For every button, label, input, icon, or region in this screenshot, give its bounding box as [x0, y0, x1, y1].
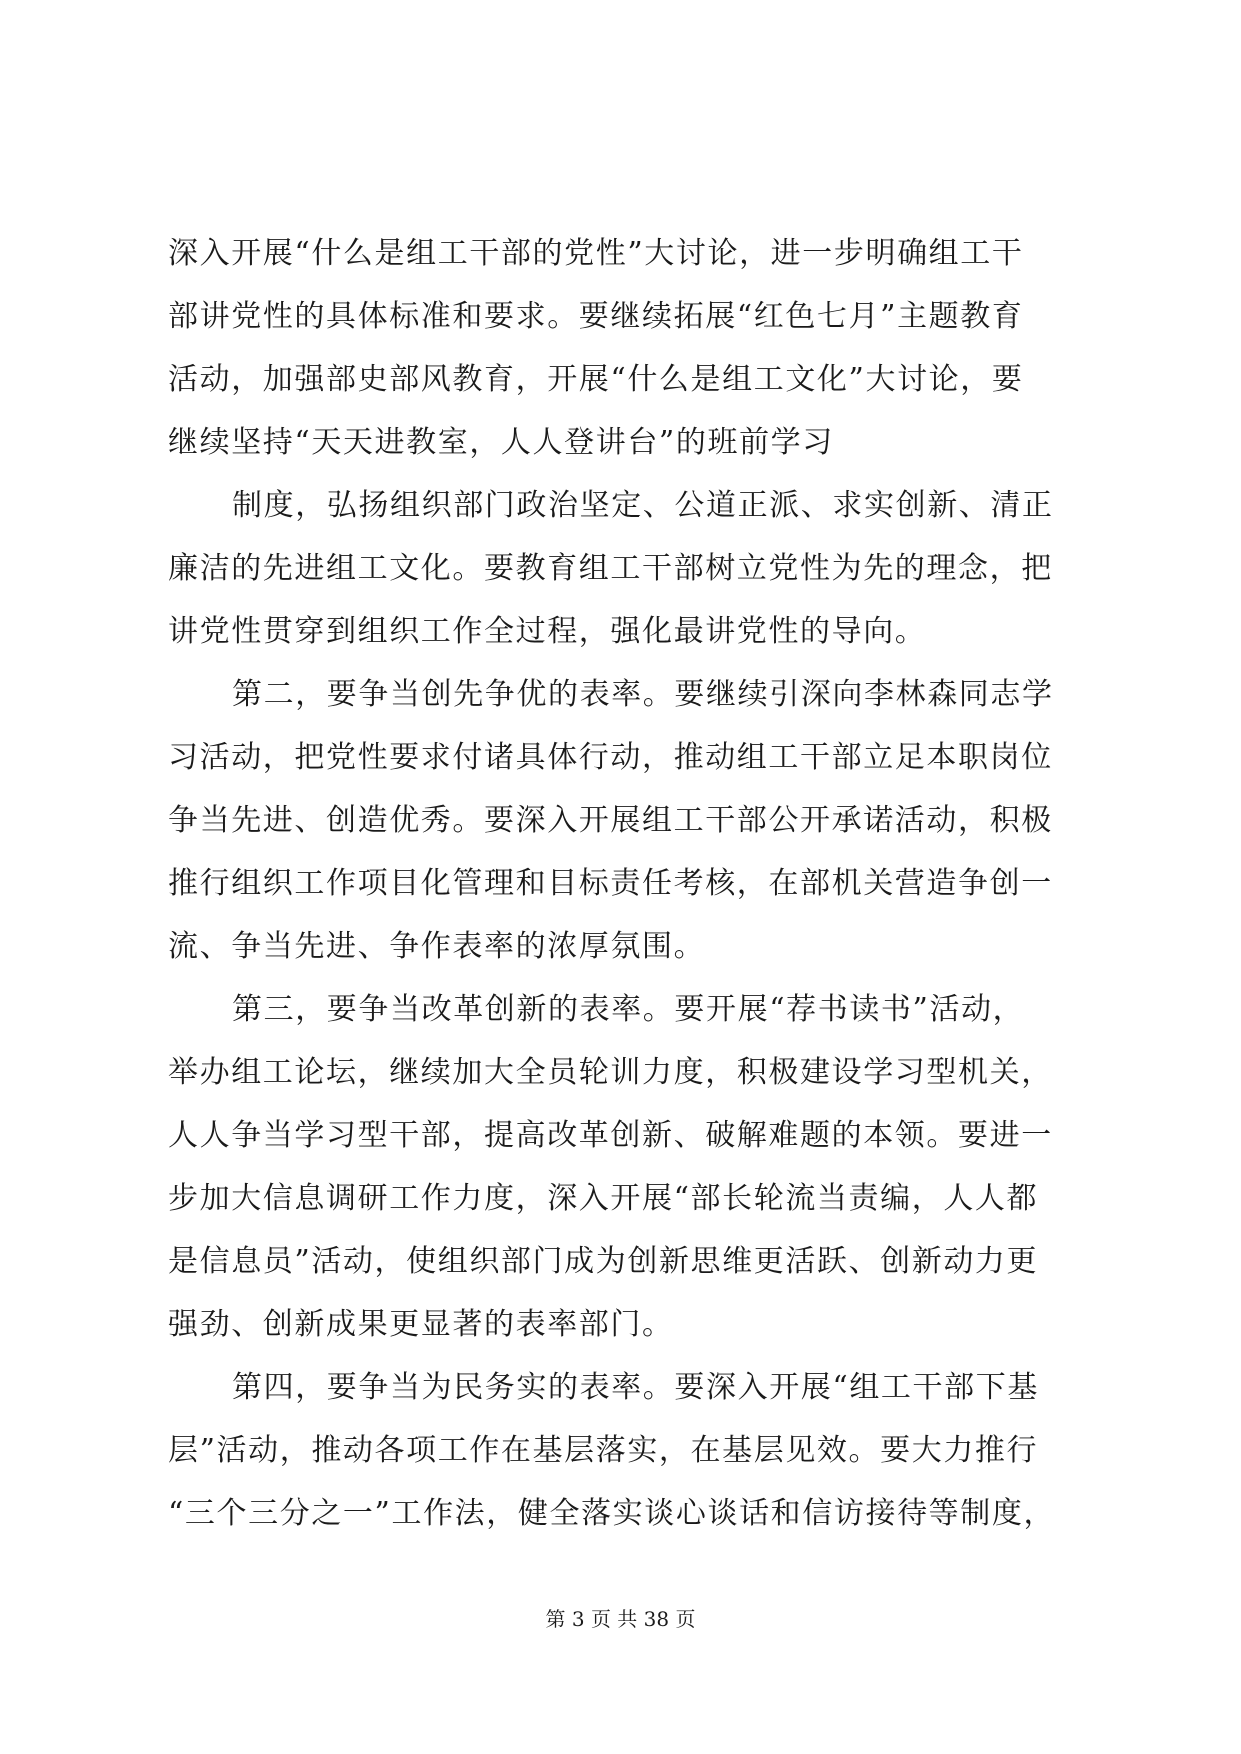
text-line-6: 廉洁的先进组工文化。要教育组工干部树立党性为先的理念，把	[168, 551, 1053, 586]
text-line-10: 争当先进、创造优秀。要深入开展组工干部公开承诺活动，积极	[168, 803, 1053, 838]
text-line-20: 层”活动，推动各项工作在基层落实，在基层见效。要大力推行	[168, 1433, 1039, 1468]
text-line-5: 制度，弘扬组织部门政治坚定、公道正派、求实创新、清正	[232, 488, 1054, 523]
text-line-12: 流、争当先进、争作表率的浓厚氛围。	[168, 929, 706, 964]
text-line-13: 第三，要争当改革创新的表率。要开展“荐书读书”活动，	[232, 992, 1025, 1027]
text-line-16: 步加大信息调研工作力度，深入开展“部长轮流当责编，人人都	[168, 1181, 1039, 1216]
text-line-15: 人人争当学习型干部，提高改革创新、破解难题的本领。要进一	[168, 1118, 1053, 1153]
text-line-8: 第二，要争当创先争优的表率。要继续引深向李林森同志学	[232, 677, 1054, 712]
text-line-17: 是信息员”活动，使组织部门成为创新思维更活跃、创新动力更	[168, 1244, 1039, 1279]
text-line-18: 强劲、创新成果更显著的表率部门。	[168, 1307, 674, 1342]
page-number-label: 第 3 页 共 38 页	[545, 1607, 696, 1631]
text-line-7: 讲党性贯穿到组织工作全过程，强化最讲党性的导向。	[168, 614, 927, 649]
document-body	[168, 222, 1086, 1545]
text-line-3: 活动，加强部史部风教育，开展“什么是组工文化”大讨论，要	[168, 362, 1024, 397]
text-line-4: 继续坚持“天天进教室，人人登讲台”的班前学习	[168, 425, 834, 460]
text-line-11: 推行组织工作项目化管理和目标责任考核，在部机关营造争创一	[168, 866, 1053, 901]
text-line-1: 深入开展“什么是组工干部的党性”大讨论，进一步明确组工干	[168, 236, 1024, 271]
text-line-19: 第四，要争当为民务实的表率。要深入开展“组工干部下基	[232, 1370, 1039, 1405]
text-line-9: 习活动，把党性要求付诸具体行动，推动组工干部立足本职岗位	[168, 740, 1053, 775]
text-line-21: “三个三分之一”工作法，健全落实谈心谈话和信访接待等制度，	[168, 1496, 1056, 1531]
page-footer	[0, 1604, 1241, 1634]
text-line-14: 举办组工论坛，继续加大全员轮训力度，积极建设学习型机关，	[168, 1055, 1053, 1090]
text-line-2: 部讲党性的具体标准和要求。要继续拓展“红色七月”主题教育	[168, 299, 1024, 334]
